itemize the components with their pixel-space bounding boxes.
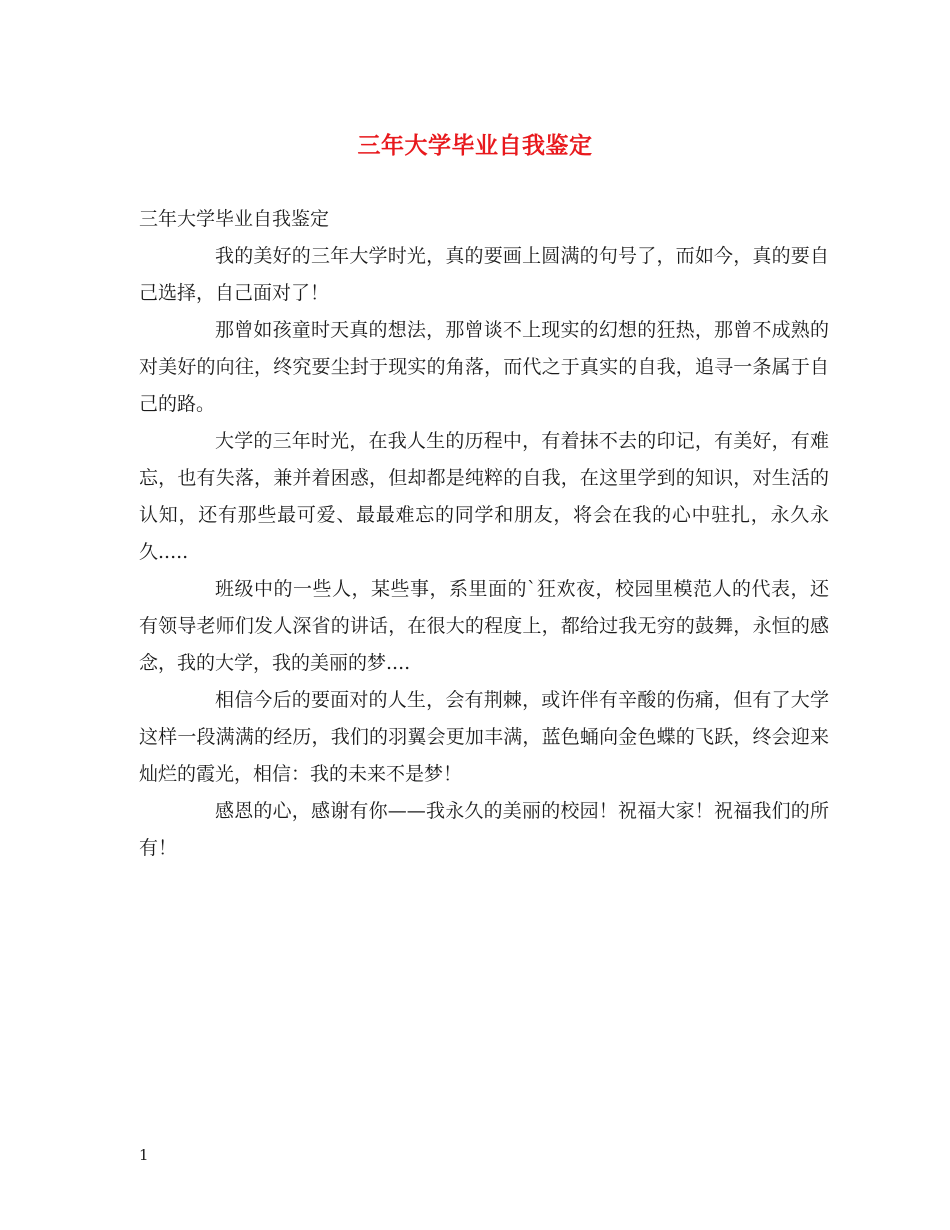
paragraph-2: 那曾如孩童时天真的想法，那曾谈不上现实的幻想的狂热，那曾不成熟的对美好的向往，终究要尘封于现实的角落，而代之于真实的自我，追寻一条属于自己的路。 bbox=[139, 319, 829, 415]
paragraph-3: 大学的三年时光，在我人生的历程中，有着抹不去的印记，有美好，有难忘，也有失落，兼并着困惑，但却都是纯粹的自我，在这里学到的知识，对生活的认知，还有那些最可爱、最最难忘的同学和朋友，将会在我的心中驻扎，永久永久..... bbox=[139, 430, 829, 563]
document-body bbox=[139, 201, 829, 867]
paragraph-4: 班级中的一些人，某些事，系里面的`狂欢夜，校园里模范人的代表，还有领导老师们发人深省的讲话，在很大的程度上，都给过我无穷的鼓舞，永恒的感念，我的大学，我的美丽的梦.... bbox=[139, 578, 829, 674]
paragraph-6: 感恩的心，感谢有你——我永久的美丽的校园！祝福大家！祝福我们的所有！ bbox=[139, 800, 829, 859]
paragraph-5: 相信今后的要面对的人生，会有荆棘，或许伴有辛酸的伤痛，但有了大学这样一段满满的经历，我们的羽翼会更加丰满，蓝色蛹向金色蝶的飞跃，终会迎来灿烂的霞光，相信：我的未来不是梦！ bbox=[139, 689, 829, 785]
paragraph-1: 我的美好的三年大学时光，真的要画上圆满的句号了，而如今，真的要自己选择，自己面对了！ bbox=[139, 245, 829, 304]
document-title: 三年大学毕业自我鉴定 bbox=[357, 132, 593, 159]
page-number: 1 bbox=[139, 1146, 149, 1164]
document-subtitle: 三年大学毕业自我鉴定 bbox=[139, 208, 330, 230]
